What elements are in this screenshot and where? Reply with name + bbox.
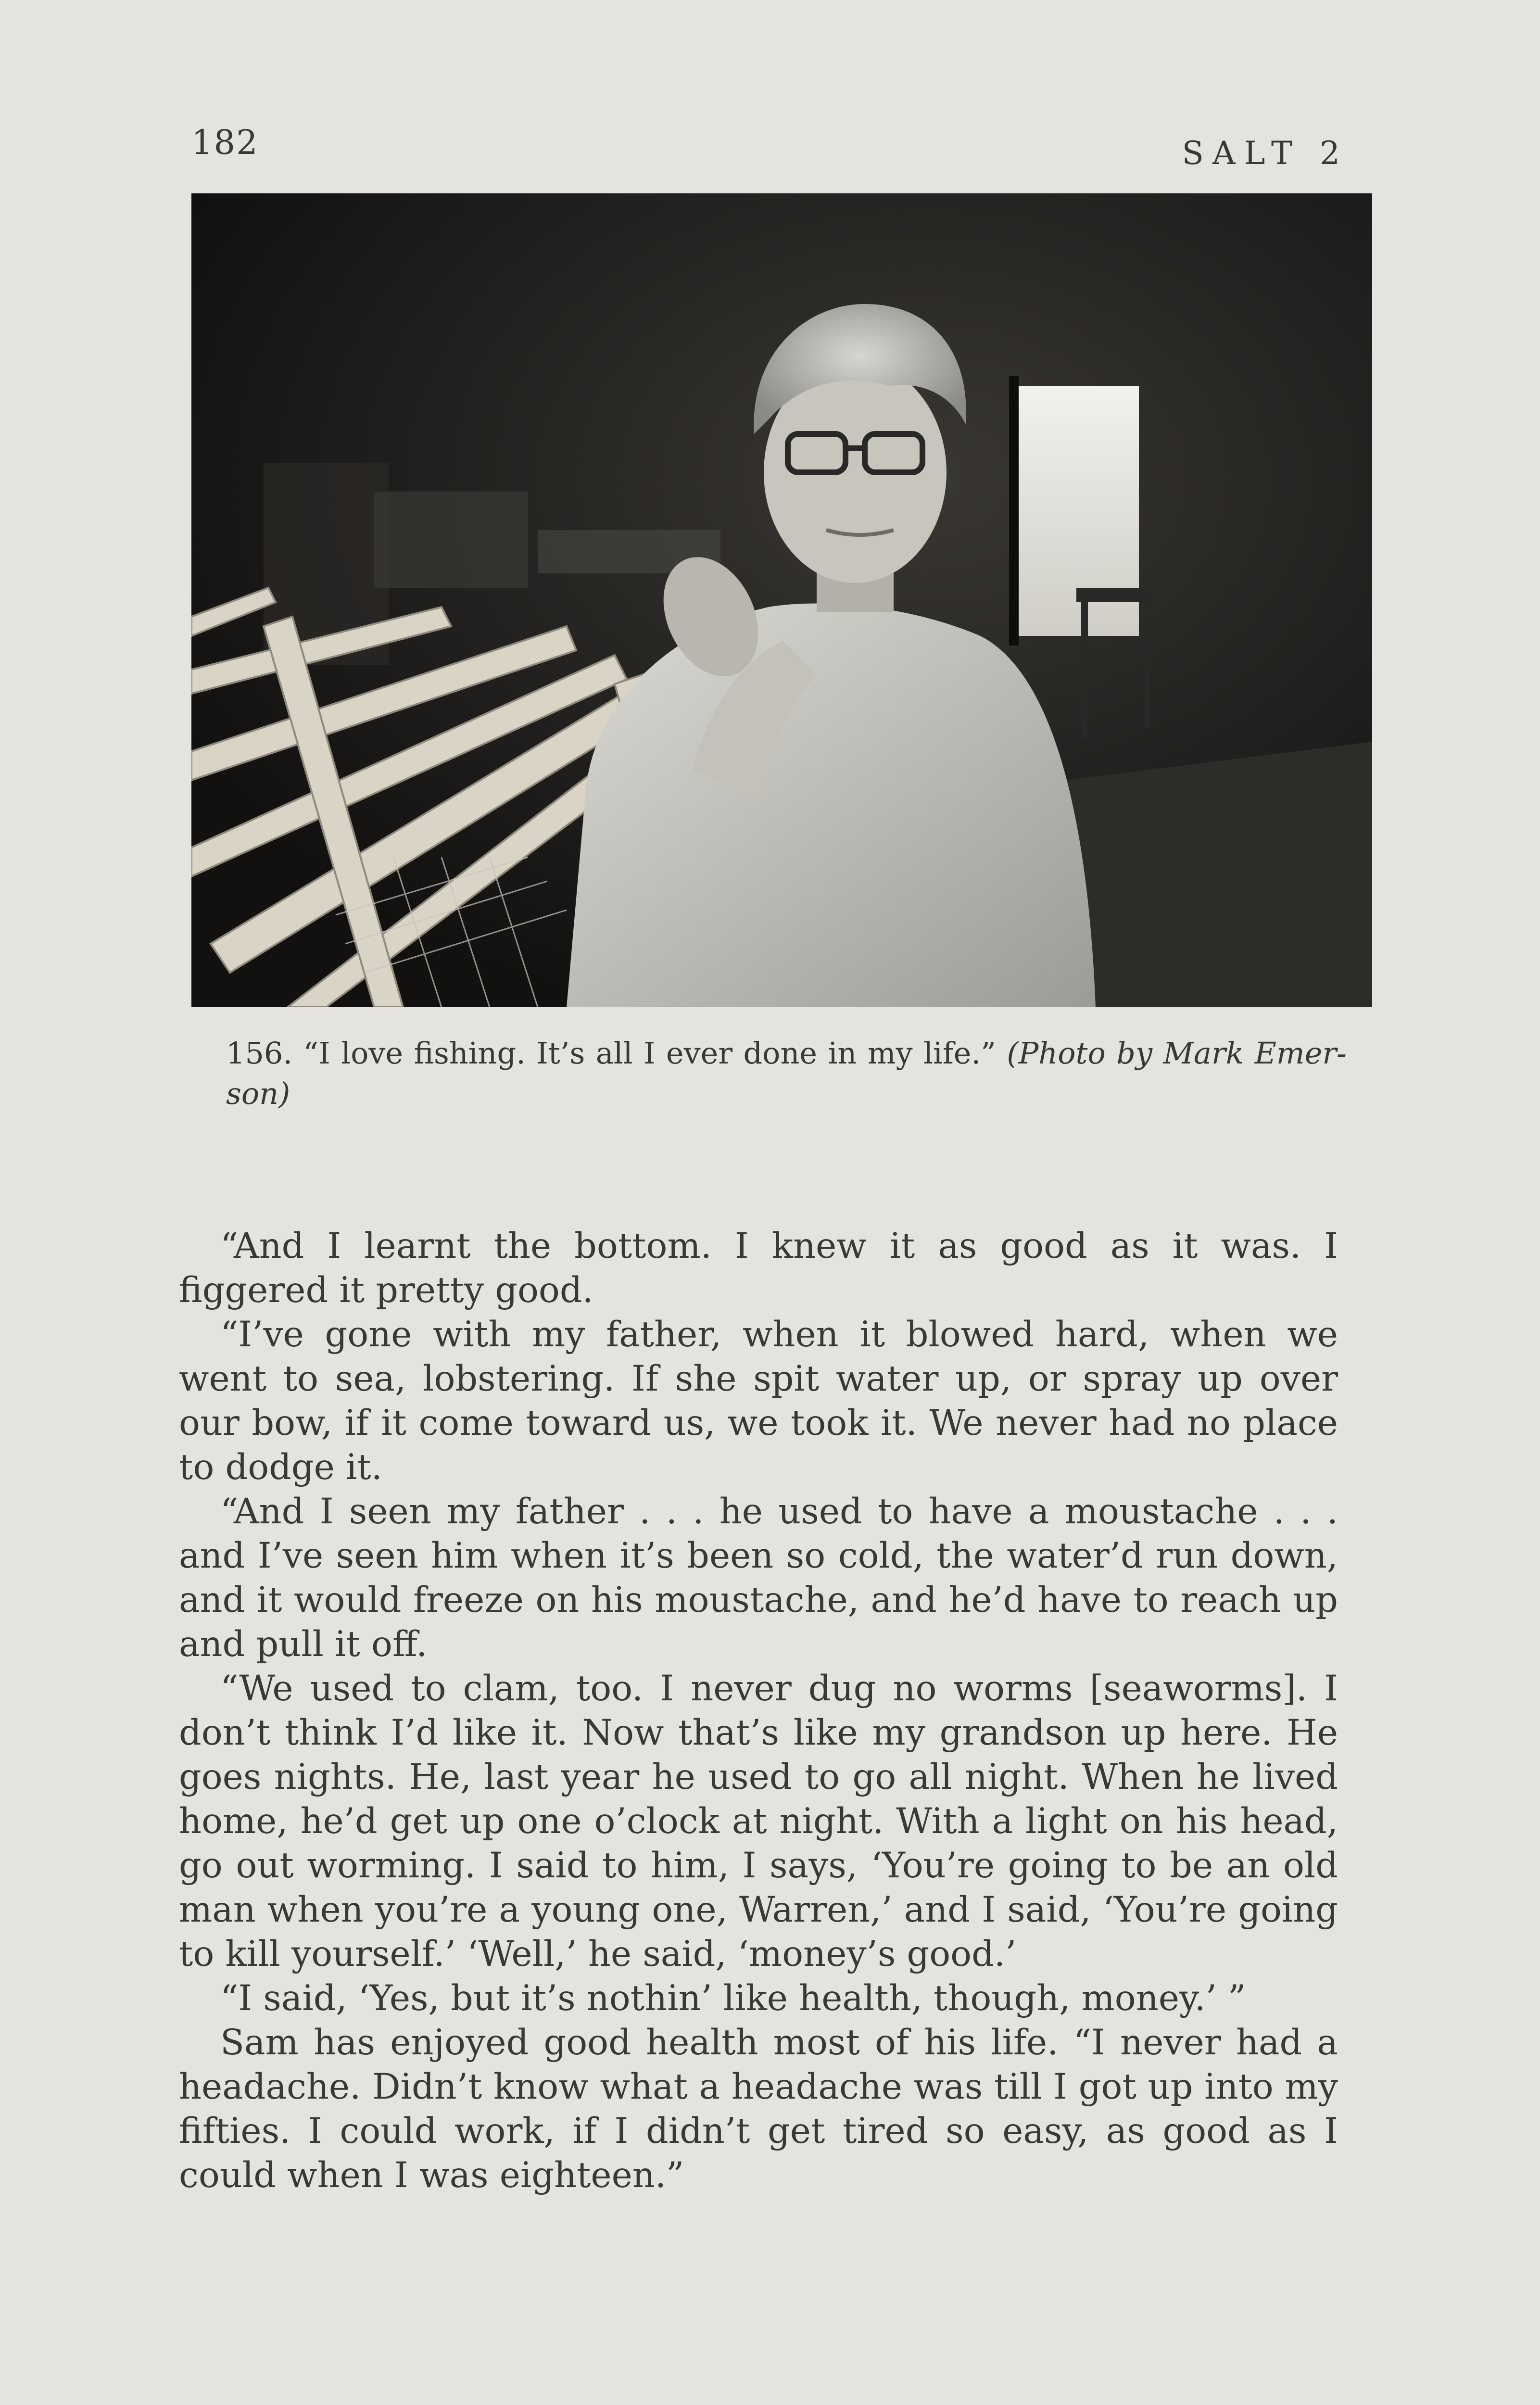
paragraph: “I said, ‘Yes, but it’s nothin’ like health, though, money.’ ”: [220, 1978, 1246, 2019]
paragraph: “We used to clam, too. I never dug no worms [seaworms]. I don’t think I’d like it. Now that’s like my grandson up here. He goes nights. He, last year he used to go all night. When he lived home, he’d get up one o’clock at night. With a light on his head, go out worming. I said to him, I says, ‘You’re going to be an old man when you’re a young one, Warren,’ and I said, ‘You’re going to kill yourself.’ ‘Well,’ he said, ‘money’s good.’: [179, 1668, 1338, 1975]
paragraph: Sam has enjoyed good health most of his life. “I never had a headache. Didn’t know what a headache was till I got up into my fifties. I could work, if I didn’t get tired so easy, as good as I could when I was eighteen.”: [179, 2022, 1338, 2196]
paragraph: “And I learnt the bottom. I knew it as good as it was. I figgered it pretty good.: [179, 1226, 1338, 1311]
paragraph: “And I seen my father . . . he used to have a moustache . . . and I’ve seen him when it’s been so cold, the water’d run down, and it would freeze on his moustache, and he’d have to reach up and pull it off.: [179, 1491, 1338, 1665]
running-head: SALT 2: [1182, 135, 1349, 172]
caption-credit: (Photo by Mark Emerson): [226, 1036, 1347, 1111]
page-number: 182: [191, 123, 259, 162]
photograph: [191, 193, 1372, 1007]
caption-text: 156. “I love fishing. It’s all I ever done in my life.”: [226, 1036, 1007, 1071]
paragraph: “I’ve gone with my father, when it blowed hard, when we went to sea, lobstering. If she spit water up, or spray up over our bow, if it come toward us, we took it. We never had no place to dodge it.: [179, 1314, 1338, 1488]
figure-caption: [226, 1033, 1347, 1114]
body-text: [179, 1224, 1338, 2198]
